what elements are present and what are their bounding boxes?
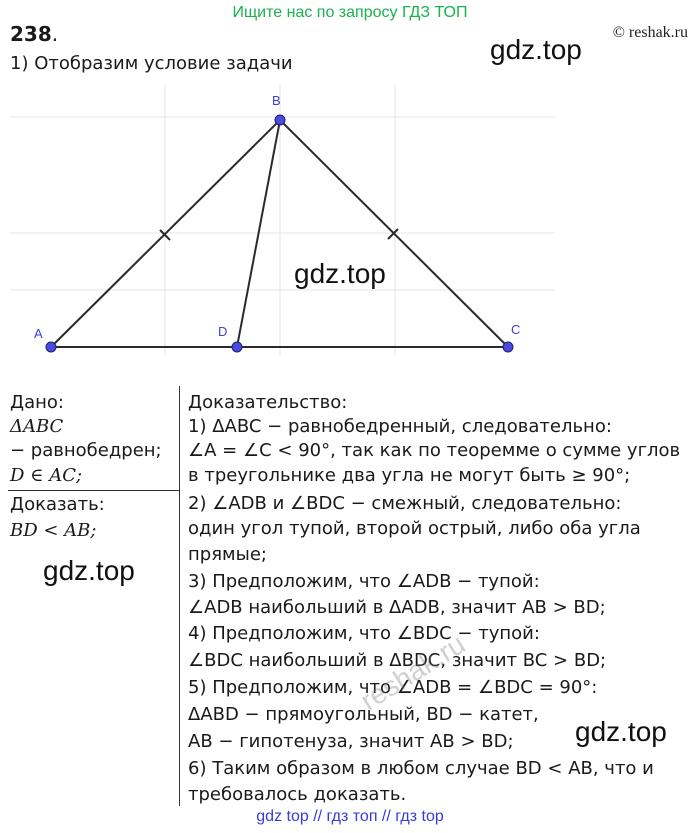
- proof-line-2: ∠A = ∠C < 90°, так как по теоремме о сумме углов: [188, 440, 681, 461]
- prove-line: BD < AB;: [10, 520, 97, 541]
- given-title: Дано:: [10, 392, 64, 413]
- proof-line-14: 6) Таким образом в любом случае BD < AB, что и: [188, 758, 654, 779]
- copyright-text: © reshak.ru: [612, 24, 688, 41]
- proof-title: Доказательство:: [188, 392, 348, 413]
- proof-line-9: 4) Предположим, что ∠BDC − тупой:: [188, 623, 540, 644]
- triangle-figure: [0, 80, 700, 370]
- table-vertical-divider: [179, 386, 180, 806]
- tick-mark-bc: [388, 229, 398, 239]
- point-a: [46, 342, 56, 352]
- watermark-figure: gdz.top: [294, 258, 386, 289]
- label-b: B: [272, 93, 281, 108]
- step-1-heading: 1) Отобразим условие задачи: [10, 53, 293, 74]
- label-c: C: [511, 322, 521, 337]
- point-b: [275, 115, 285, 125]
- point-d: [232, 342, 242, 352]
- proof-line-13: AB − гипотенуза, значит AB > BD;: [188, 731, 514, 752]
- watermark-left: gdz.top: [43, 555, 135, 586]
- watermark-bottom-right: gdz.top: [575, 716, 667, 747]
- task-number: [10, 22, 58, 46]
- proof-line-6: прямые;: [188, 544, 267, 565]
- proof-line-1: 1) ΔABC − равнобедренный, следовательно:: [188, 416, 612, 437]
- given-line-1: ΔABC: [10, 416, 64, 437]
- proof-line-5: один угол тупой, второй острый, либо оба угла: [188, 518, 641, 539]
- watermark-top-right: gdz.top: [490, 34, 582, 65]
- figure-grid: [10, 85, 555, 355]
- prove-title: Доказать:: [10, 494, 105, 515]
- proof-line-8: ∠ADB наибольший в ΔADB, значит AB > BD;: [188, 597, 606, 618]
- point-c: [503, 342, 513, 352]
- given-line-3: D ∈ AC;: [10, 465, 83, 486]
- proof-line-10: ∠BDC наибольший в ΔBDC, значит BC > BD;: [188, 650, 607, 671]
- proof-line-4: 2) ∠ADB и ∠BDC − смежный, следовательно:: [188, 493, 622, 514]
- given-line-2: − равнобедрен;: [10, 440, 162, 461]
- table-horizontal-divider: [8, 490, 179, 491]
- proof-line-3: в треугольнике два угла не могут быть ≥ 90°;: [188, 465, 631, 486]
- task-number-value: 238: [10, 22, 52, 46]
- proof-line-7: 3) Предположим, что ∠ADB − тупой:: [188, 571, 540, 592]
- watermark-ghost: reshak.ru: [355, 628, 471, 717]
- proof-line-12: ΔABD − прямоугольный, BD − катет,: [188, 704, 539, 725]
- proof-line-11: 5) Предположим, что ∠ADB = ∠BDC = 90°:: [188, 677, 598, 698]
- proof-line-15: требовалось доказать.: [188, 784, 407, 805]
- search-banner: Ищите нас по запросу ГДЗ ТОП: [232, 4, 468, 21]
- footer-links[interactable]: gdz top // гдз топ // гдз top: [256, 808, 444, 825]
- task-number-dot: .: [51, 22, 59, 46]
- label-a: A: [34, 326, 43, 341]
- label-d: D: [218, 324, 228, 339]
